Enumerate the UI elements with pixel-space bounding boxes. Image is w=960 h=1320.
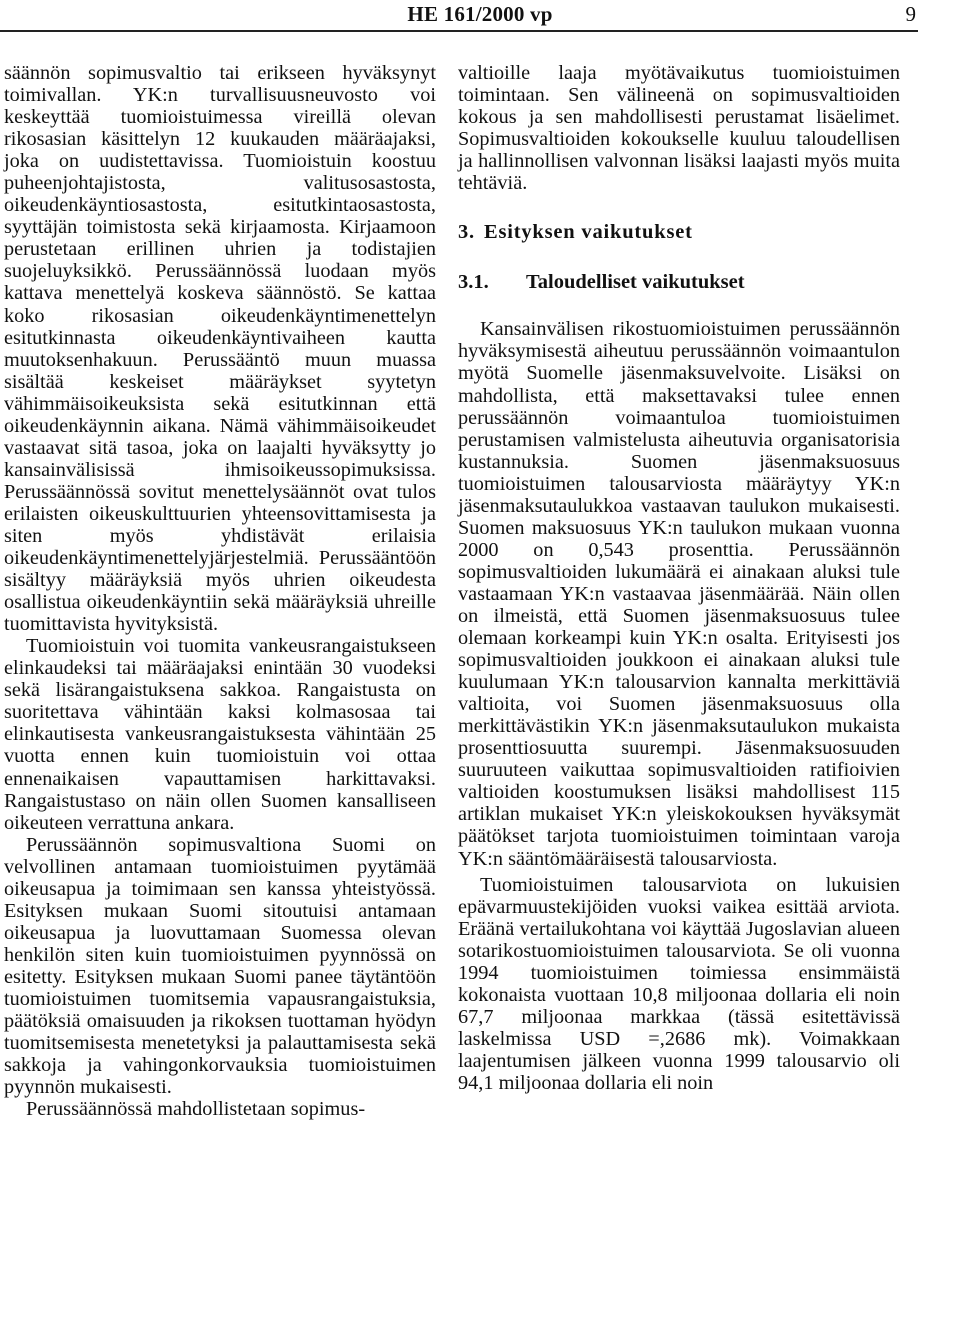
paragraph: säännön sopimusvaltio tai erikseen hyväksynyt toimivallan. YK:n turvallisuusneuvosto voi keskeyttää tuomioistuimessa vireillä olevan rikosasian käsittelyn 12 kuukauden määräajaksi, joka on uudistettavissa. Tuomioistuin koostuu puheenjohtajistosta, valitusosastosta, oikeudenkäyntiosastosta, esitutkintaosastosta, syyttäjän toimistosta sekä kirjaamosta. Kirjaamoon perustetaan erillinen uhrien ja todistajien suojeluyksikkö. Perussäännössä luodaan myös kattava menettelyä koskeva säännöstö. Se kattaa koko rikosasian oikeudenkäyntimenettelyn esitutkinnasta oikeudenkäyntivaiheen kautta muutoksenhakuun. Perussääntö muun muassa sisältää keskeiset määräykset syytetyn vähimmäisoikeuksista sekä esitutkinnan että oikeudenkäynnin aikana. Nämä vähimmäisoikeudet vastaavat sitä tasoa, joka on laajalti hyväksytty jo kansainvälisissä ihmisoikeussopimuksissa. Perussäännössä sovitut menettelysäännöt ovat tulos erilaisten oikeuskulttuurien yhteensovittamisesta ja siten myös yhdistävät erilaisia oikeudenkäyntimenettelyjärjestelmiä. Perussääntöön sisältyy määräyksiä myös uhrien oikeudesta osallistua oikeudenkäyntiin sekä määräyksiä uhreille tuomittavista hyvityksistä. xyxy=(4,62,436,636)
header-rule xyxy=(0,30,918,32)
left-column xyxy=(4,62,436,1120)
paragraph: Perussäännön sopimusvaltiona Suomi on velvollinen antamaan tuomioistuimen pyytämää oikeusapua ja toimimaan sen kanssa yhteistyössä. Esityksen mukaan Suomi sitoutuisi antamaan oikeusapua ja luovuttamaan Suomessa olevan henkilön siten kuin tuomioistuimen pyynnössä on esitetty. Esityksen mukaan Suomi panee täytäntöön tuomioistuimen tuomitsemia vapausrangaistuksia, päätöksiä omaisuuden ja rikoksen tuottaman hyödyn tuomitsemisesta menetetyksi ja palauttamisesta sekä sakkoja ja vahingonkorvauksia tuomioistuimen pyynnön mukaisesti. xyxy=(4,833,436,1099)
right-column xyxy=(458,62,900,1094)
document-id: HE 161/2000 vp xyxy=(407,2,553,26)
paragraph: Tuomioistuin voi tuomita vankeusrangaistukseen elinkaudeksi tai määräajaksi enintään 30 vuodeksi sekä lisärangaistuksena sakkoa. Rangaistusta on suoritettava vähintään kaksi kolmasosaa tai elinkautisesta vankeusrangaistuksesta vähintään 25 vuotta ennen kuin tuomioistuin voi ottaa ennenaikaisen vapauttamisen harkittavaksi. Rangaistustaso on näin ollen Suomen kansalliseen oikeuteen verrattuna ankara. xyxy=(4,635,436,834)
section-title: Esityksen vaikutukset xyxy=(484,221,693,244)
paragraph: Perussäännössä mahdollistetaan sopimus- xyxy=(26,1098,366,1121)
section-number: 3. xyxy=(458,221,475,244)
subsection-number: 3.1. xyxy=(458,271,489,294)
page-header xyxy=(0,0,960,36)
paragraph: valtioille laaja myötävaikutus tuomioistuimen toimintaan. Sen välineenä on sopimusvaltioiden kokous ja sen mahdollisesti perustamat lisäelimet. Sopimusvaltioiden kokoukselle kuuluu taloudellisen ja hallinnollisen valvonnan lisäksi laajasti myös muita tehtäviä. xyxy=(458,62,900,195)
page-number: 9 xyxy=(905,2,916,26)
section-heading xyxy=(458,221,900,243)
paragraph: Kansainvälisen rikostuomioistuimen perussäännön hyväksymisestä aiheutuu perussäännön voimaantulon myötä Suomelle jäsenmaksuvelvoite. Lisäksi on mahdollista, että maksettavaksi tulee ennen perussäännön voimaantuloa tuomioistuimen perustamisen valmistelusta aiheutuvia organisatorisia kustannuksia. Suomen jäsenmaksuosuus tuomioistuimen talousarviosta määräytyy YK:n jäsenmaksutaulukkoa vastaavan taulukon mukaisesti. Suomen maksuosuus YK:n taulukon mukaan vuonna 2000 on 0,543 prosenttia. Perussäännön sopimusvaltioiden lukumäärä ei ainakaan aluksi tule vastaamaan YK:n vastaavaa jäsenmäärää. Näin ollen on ilmeistä, että Suomen jäsenmaksuosuus tulee olemaan korkeampi kuin YK:n osalta. Erityisesti jos sopimusvaltioiden joukkoon ei ainakaan aluksi tule kuulumaan YK:n talousarvion kannalta merkittäviä valtioita, voi Suomen jäsenmaksuosuus olla merkittävästikin YK:n jäsenmaksutaulukon mukaista prosenttiosuutta suurempi. Jäsenmaksuosuuden suuruuteen vaikuttaa sopimusvaltioiden ratifioivien valtioiden koostumuksen lisäksi mahdollisest 115 artiklan mukaiset YK:n yleiskokouksen hyväksymät päätökset tarjota tuomioistuimen toimintaan varoja YK:n sääntömääräisestä talousarviosta. xyxy=(458,318,900,870)
subsection-title: Taloudelliset vaikutukset xyxy=(526,271,745,294)
paragraph: Tuomioistuimen talousarviota on lukuisien epävarmuustekijöiden vuoksi vaikea esittää arviota. Eräänä vertailukohtana voi käyttää Jugoslavian alueen sotarikostuomioistuimen talousarviota. Se oli vuonna 1994 tuomioistuimen toimiessa ensimmäistä kokonaista vuottaan 10,8 miljoonaa dollaria eli noin 67,7 miljoonaa markkaa (tässä esitettävissä laskelmissa USD =,2686 mk). Voimakkaan laajentumisen jälkeen vuonna 1999 talousarvio oli 94,1 miljoonaa dollaria eli noin xyxy=(458,873,900,1094)
subsection-heading xyxy=(458,271,900,293)
